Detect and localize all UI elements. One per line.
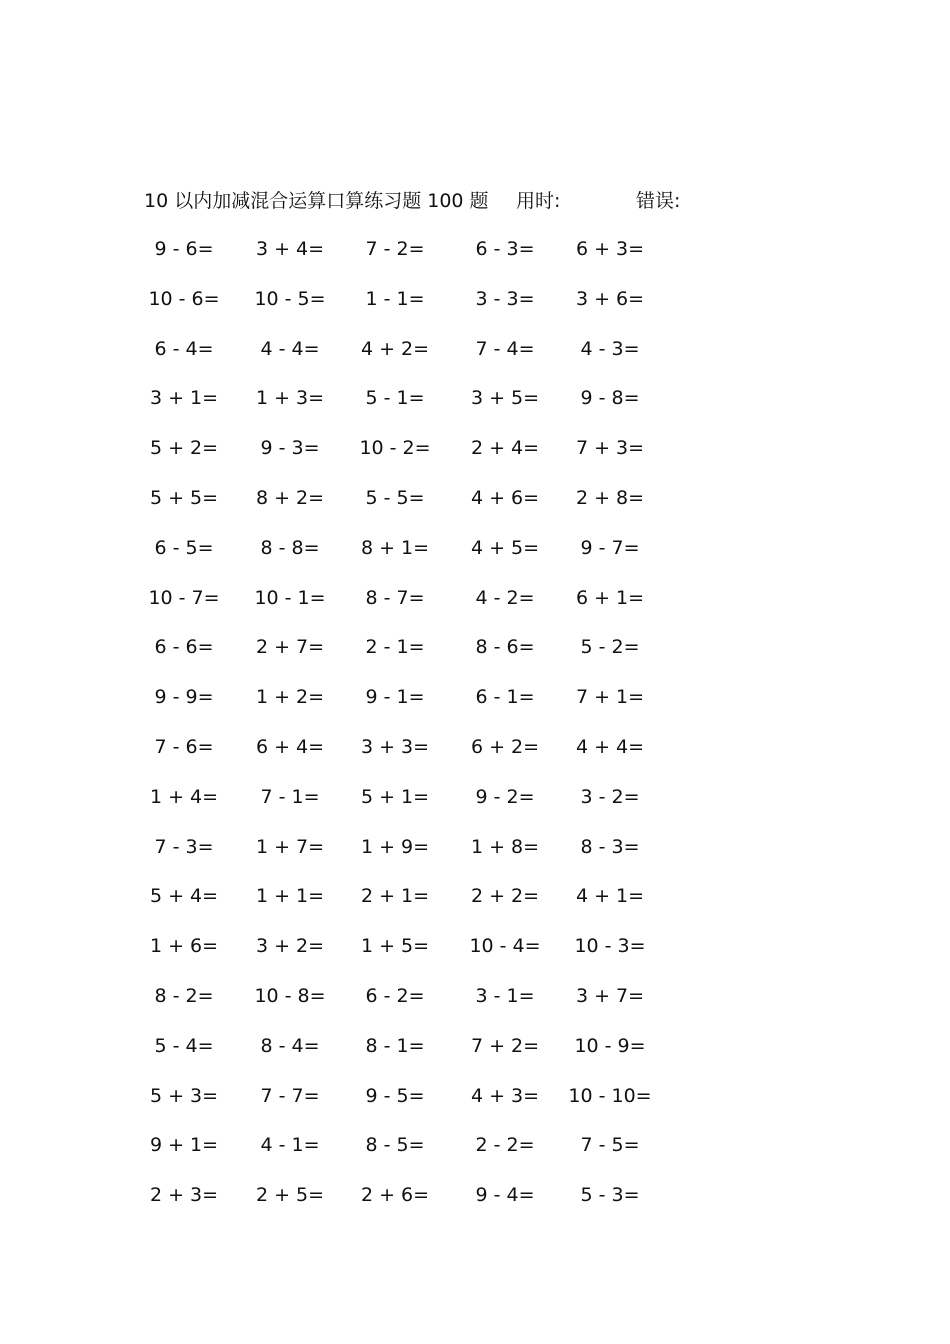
problem-item: 9 - 8= xyxy=(580,387,640,410)
problem-item: 7 - 2= xyxy=(365,238,425,260)
problem-item: 6 - 4= xyxy=(154,337,214,360)
problem-item: 4 + 1= xyxy=(575,885,645,908)
problem-item: 5 + 3= xyxy=(149,1084,219,1107)
problem-item: 9 - 6= xyxy=(154,238,214,260)
problem-item: 7 + 2= xyxy=(470,1034,540,1057)
problem-item: 9 - 5= xyxy=(365,1084,425,1107)
problem-item: 8 - 7= xyxy=(365,586,425,609)
problem-item: 2 + 7= xyxy=(255,636,325,659)
problem-item: 10 - 1= xyxy=(254,586,326,609)
problem-item: 1 + 3= xyxy=(255,387,325,410)
problem-item: 8 + 2= xyxy=(255,487,325,509)
problem-item: 3 - 3= xyxy=(475,287,535,310)
problem-item: 4 - 3= xyxy=(580,337,640,360)
problem-item: 1 - 1= xyxy=(365,287,425,310)
problem-item: 7 - 4= xyxy=(475,337,535,360)
problem-item: 5 + 2= xyxy=(149,437,219,460)
problem-item: 5 - 5= xyxy=(365,487,425,509)
problem-item: 5 - 1= xyxy=(365,387,425,410)
problem-item: 7 + 3= xyxy=(575,437,645,460)
problem-item: 3 + 6= xyxy=(575,287,645,310)
problem-item: 9 - 4= xyxy=(475,1184,535,1207)
problem-item: 10 - 10= xyxy=(568,1084,652,1107)
problem-item: 2 + 8= xyxy=(575,487,645,509)
problem-item: 3 + 1= xyxy=(149,387,219,410)
problem-item: 7 - 7= xyxy=(260,1084,320,1107)
problem-item: 3 + 7= xyxy=(575,985,645,1007)
problem-item: 2 - 1= xyxy=(365,636,425,659)
problem-item: 8 - 2= xyxy=(154,985,214,1007)
problem-item: 2 + 6= xyxy=(360,1184,430,1207)
problem-item: 4 - 2= xyxy=(475,586,535,609)
problem-item: 2 + 5= xyxy=(255,1184,325,1207)
problem-item: 7 - 6= xyxy=(154,736,214,758)
problem-item: 4 + 3= xyxy=(470,1084,540,1107)
problem-item: 6 - 3= xyxy=(475,238,535,260)
problem-item: 5 + 4= xyxy=(149,885,219,908)
problem-item: 10 - 2= xyxy=(359,437,431,460)
problem-item: 3 - 1= xyxy=(475,985,535,1007)
problem-item: 10 - 5= xyxy=(254,287,326,310)
problem-item: 9 - 7= xyxy=(580,536,640,559)
problem-item: 3 + 4= xyxy=(255,238,325,260)
problem-item: 1 + 9= xyxy=(360,835,430,858)
problem-item: 7 - 3= xyxy=(154,835,214,858)
problem-item: 1 + 6= xyxy=(149,935,219,958)
problem-item: 8 - 8= xyxy=(260,536,320,559)
problem-item: 3 - 2= xyxy=(580,785,640,808)
problem-item: 6 + 3= xyxy=(575,238,645,260)
problem-item: 2 - 2= xyxy=(475,1134,535,1157)
problem-item: 10 - 8= xyxy=(254,985,326,1007)
problem-item: 3 + 5= xyxy=(470,387,540,410)
problem-item: 6 - 6= xyxy=(154,636,214,659)
problem-item: 9 - 2= xyxy=(475,785,535,808)
problem-item: 8 - 6= xyxy=(475,636,535,659)
problem-item: 1 + 8= xyxy=(470,835,540,858)
problem-item: 4 + 2= xyxy=(360,337,430,360)
problem-item: 4 + 4= xyxy=(575,736,645,758)
problem-item: 2 + 3= xyxy=(149,1184,219,1207)
problem-item: 7 - 1= xyxy=(260,785,320,808)
problem-item: 2 + 2= xyxy=(470,885,540,908)
problem-item: 9 - 1= xyxy=(365,686,425,709)
problem-item: 9 - 3= xyxy=(260,437,320,460)
problem-item: 10 - 3= xyxy=(574,935,646,958)
problem-item: 8 - 5= xyxy=(365,1134,425,1157)
problem-item: 6 + 4= xyxy=(255,736,325,758)
problem-item: 6 + 2= xyxy=(470,736,540,758)
error-count-label: 错误: xyxy=(636,190,681,212)
problem-item: 2 + 4= xyxy=(470,437,540,460)
problem-item: 6 - 5= xyxy=(154,536,214,559)
problem-item: 4 + 6= xyxy=(470,487,540,509)
problem-item: 10 - 4= xyxy=(469,935,541,958)
problem-item: 1 + 1= xyxy=(255,885,325,908)
problem-item: 4 - 1= xyxy=(260,1134,320,1157)
problem-item: 10 - 6= xyxy=(148,287,220,310)
problem-item: 8 + 1= xyxy=(360,536,430,559)
problem-item: 5 - 4= xyxy=(154,1034,214,1057)
problem-item: 7 - 5= xyxy=(580,1134,640,1157)
problem-item: 4 + 5= xyxy=(470,536,540,559)
problem-item: 9 + 1= xyxy=(149,1134,219,1157)
problem-item: 6 + 1= xyxy=(575,586,645,609)
problem-item: 1 + 7= xyxy=(255,835,325,858)
problem-item: 10 - 9= xyxy=(574,1034,646,1057)
problem-item: 8 - 4= xyxy=(260,1034,320,1057)
time-used-label: 用时: xyxy=(516,190,561,212)
problem-item: 6 - 2= xyxy=(365,985,425,1007)
problem-item: 4 - 4= xyxy=(260,337,320,360)
problem-item: 5 + 1= xyxy=(360,785,430,808)
problem-item: 1 + 5= xyxy=(360,935,430,958)
problem-item: 7 + 1= xyxy=(575,686,645,709)
problem-item: 8 - 1= xyxy=(365,1034,425,1057)
problem-item: 1 + 2= xyxy=(255,686,325,709)
problem-item: 5 - 2= xyxy=(580,636,640,659)
worksheet-title: 10 以内加减混合运算口算练习题 100 题 xyxy=(144,190,489,212)
problem-item: 1 + 4= xyxy=(149,785,219,808)
problem-item: 10 - 7= xyxy=(148,586,220,609)
problem-item: 3 + 2= xyxy=(255,935,325,958)
problem-item: 2 + 1= xyxy=(360,885,430,908)
problem-item: 8 - 3= xyxy=(580,835,640,858)
problem-item: 9 - 9= xyxy=(154,686,214,709)
problem-item: 5 - 3= xyxy=(580,1184,640,1207)
problem-item: 3 + 3= xyxy=(360,736,430,758)
problem-item: 6 - 1= xyxy=(475,686,535,709)
problem-item: 5 + 5= xyxy=(149,487,219,509)
